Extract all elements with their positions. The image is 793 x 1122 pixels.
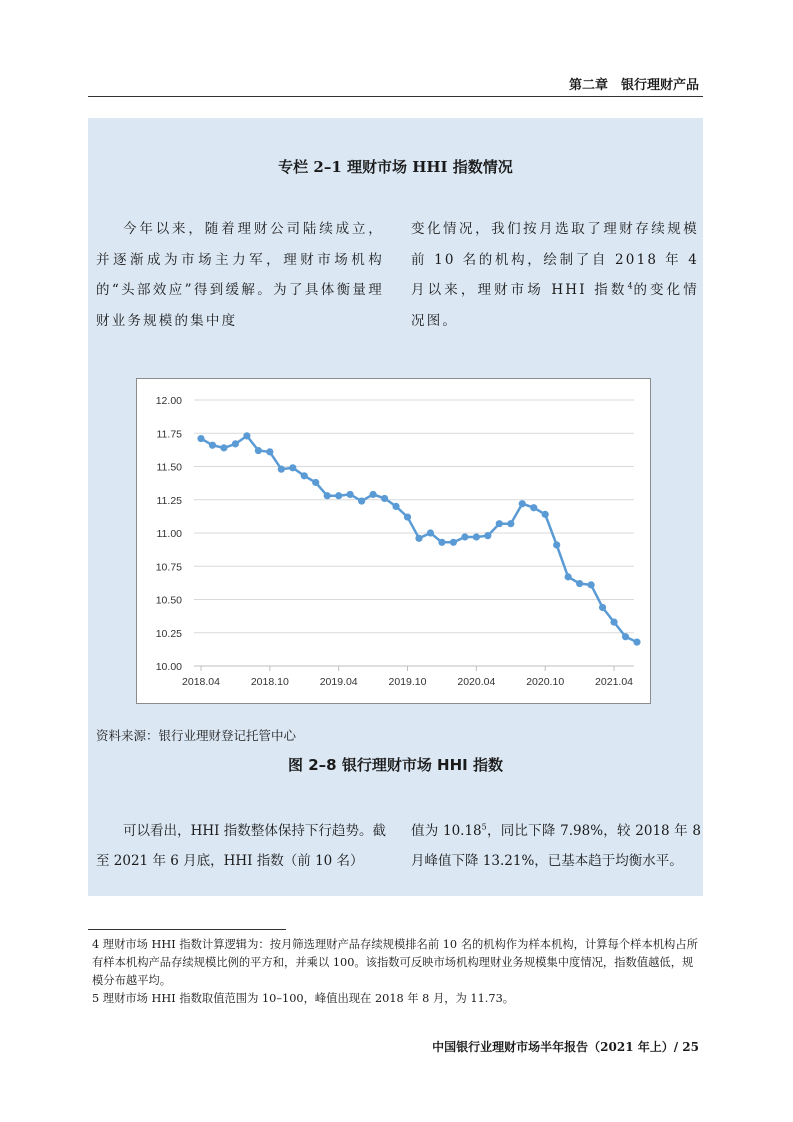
- data-point: [438, 539, 445, 546]
- data-point: [519, 500, 526, 507]
- figure-title: 图 2–8 银行理财市场 HHI 指数: [288, 756, 503, 774]
- source-note: 资料来源：银行业理财登记托管中心: [96, 728, 297, 743]
- data-point: [622, 633, 629, 640]
- series-points: [197, 432, 640, 645]
- x-tick-label: 2021.04: [595, 676, 634, 688]
- data-point: [335, 492, 342, 499]
- data-point: [404, 513, 411, 520]
- data-point: [565, 573, 572, 580]
- box-text-left: 今年以来，随着理财公司陆续成立，并逐渐成为市场主力军，理财市场机构的“头部效应”得到缓解。为了具体衡量理财业务规模的集中度: [96, 221, 384, 329]
- data-point: [461, 533, 468, 540]
- footnote-ref-4: 4: [627, 281, 633, 291]
- y-tick-label: 10.25: [155, 627, 182, 640]
- data-point: [450, 539, 457, 546]
- data-point: [587, 581, 594, 588]
- footnote-4: 4 理财市场 HHI 指数计算逻辑为：按月筛选理财产品存续规模排名前 10 名的机构作为样本机构，计算每个样本机构占所有样本机构产品存续规模比例的平方和，并乘以 100。该指数可反映市场机构理财业务规模集中度情况，指数值越低，规模分布越平均。: [92, 938, 698, 987]
- header-rule: [88, 96, 703, 97]
- chart-gridlines: [194, 400, 634, 666]
- footnote-rule: [88, 929, 286, 930]
- y-tick-label: 11.75: [156, 428, 182, 441]
- data-point: [530, 504, 537, 511]
- footnote-5: 5 理财市场 HHI 指数取值范围为 10–100，峰值出现在 2018 年 8 月，为 11.73。: [92, 992, 515, 1005]
- data-point: [542, 511, 549, 518]
- x-axis-ticks: [182, 666, 633, 688]
- x-tick-label: 2020.10: [526, 676, 565, 688]
- analysis-text-left: 可以看出，HHI 指数整体保持下行趋势。截至 2021 年 6 月底，HHI 指数（前 10 名）: [96, 823, 386, 869]
- data-point: [507, 520, 514, 527]
- box-text-right-a: 变化情况，我们按月选取了理财存续规模前 10 名的机构，绘制了自 2018 年 4 月以来，理财市场 HHI 指数: [411, 221, 699, 298]
- x-tick-label: 2018.10: [250, 676, 289, 688]
- data-point: [473, 533, 480, 540]
- data-point: [255, 447, 262, 454]
- analysis-text-right: [411, 816, 701, 876]
- y-tick-label: 10.50: [155, 594, 182, 607]
- data-point: [209, 442, 216, 449]
- data-point: [347, 491, 354, 498]
- chart-frame: [136, 378, 651, 704]
- data-point: [392, 503, 399, 510]
- x-tick-label: 2019.04: [319, 676, 358, 688]
- data-point: [324, 492, 331, 499]
- data-point: [289, 464, 296, 471]
- data-point: [358, 497, 365, 504]
- y-axis-ticks: [156, 395, 182, 673]
- x-tick-label: 2019.10: [388, 676, 427, 688]
- data-point: [243, 432, 250, 439]
- y-tick-label: 11.00: [156, 528, 182, 540]
- box-text-right: [411, 214, 699, 336]
- data-point: [576, 580, 583, 587]
- data-point: [427, 529, 434, 536]
- data-point: [599, 604, 606, 611]
- y-tick-label: 11.50: [156, 461, 182, 474]
- x-tick-label: 2020.04: [457, 676, 496, 688]
- y-tick-label: 12.00: [155, 395, 182, 407]
- data-point: [301, 472, 308, 479]
- analysis-text-right-a: 值为 10.18: [411, 823, 482, 839]
- data-point: [496, 520, 503, 527]
- data-point: [484, 532, 491, 539]
- data-point: [312, 479, 319, 486]
- data-point: [278, 466, 285, 473]
- data-point: [633, 638, 640, 645]
- analysis-text-right-b: ，同比下降 7.98%，较 2018 年 8 月峰值下降 13.21%，已基本趋于均衡水平。: [411, 823, 701, 869]
- data-point: [553, 541, 560, 548]
- y-tick-label: 10.00: [155, 661, 182, 673]
- data-point: [266, 448, 273, 455]
- data-point: [381, 495, 388, 502]
- data-point: [220, 444, 227, 451]
- data-point: [610, 619, 617, 626]
- hhi-line-chart: [137, 379, 650, 703]
- y-tick-label: 10.75: [155, 561, 182, 574]
- box-title: 专栏 2–1 理财市场 HHI 指数情况: [278, 158, 513, 176]
- data-point: [415, 535, 422, 542]
- data-point: [232, 440, 239, 447]
- data-point: [197, 435, 204, 442]
- page-footer: 中国银行业理财市场半年报告（2021 年上）/ 25: [432, 1040, 699, 1054]
- x-tick-label: 2018.04: [182, 676, 220, 688]
- data-point: [369, 491, 376, 498]
- y-tick-label: 11.25: [156, 494, 182, 507]
- chapter-header: 第二章 银行理财产品: [568, 78, 699, 93]
- box-text-right-b: 的变化情况图。: [411, 282, 699, 329]
- footnote-ref-5: 5: [481, 822, 487, 832]
